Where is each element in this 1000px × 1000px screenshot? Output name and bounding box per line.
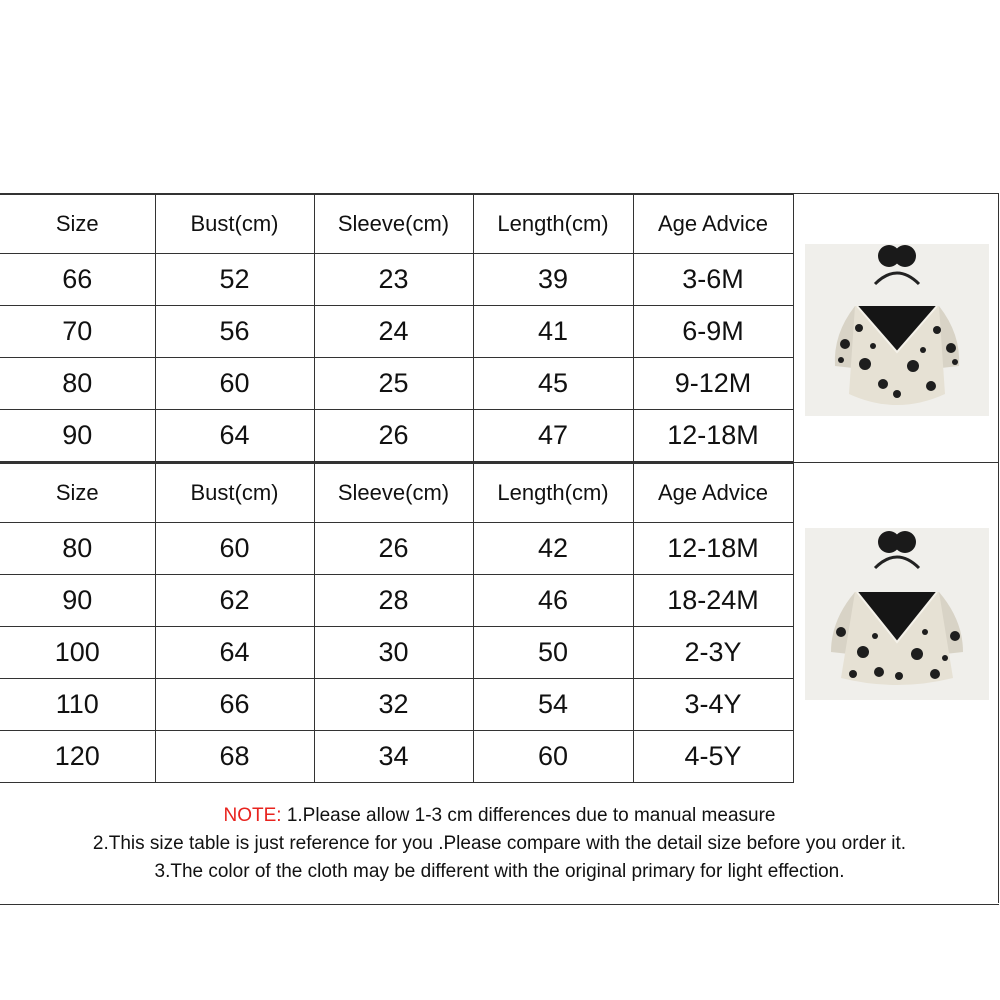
column-header: Bust(cm): [155, 464, 314, 523]
table-row: [0, 731, 793, 783]
table-cell: 12-18M: [633, 523, 793, 575]
table-cell: 23: [314, 254, 473, 306]
column-header: Size: [0, 195, 155, 254]
table-cell: 60: [155, 523, 314, 575]
note-label: NOTE:: [223, 805, 282, 826]
table-row: [0, 627, 793, 679]
table-cell: 24: [314, 306, 473, 358]
table-cell: 56: [155, 306, 314, 358]
table-cell: 50: [473, 627, 633, 679]
product-photo-romper: [805, 244, 989, 416]
note-line-1-text: 1.Please allow 1-3 cm differences due to manual measure: [281, 805, 776, 826]
table-cell: 90: [0, 410, 155, 462]
table-row: [0, 523, 793, 575]
table-cell: 26: [314, 410, 473, 462]
table-cell: 60: [155, 358, 314, 410]
column-header: Age Advice: [633, 464, 793, 523]
table-cell: 66: [155, 679, 314, 731]
table-cell: 100: [0, 627, 155, 679]
table-cell: 6-9M: [633, 306, 793, 358]
table-cell: 32: [314, 679, 473, 731]
table-cell: 120: [0, 731, 155, 783]
table-cell: 80: [0, 358, 155, 410]
table-cell: 39: [473, 254, 633, 306]
size-table-infant: [0, 194, 794, 462]
table-cell: 70: [0, 306, 155, 358]
table-cell: 47: [473, 410, 633, 462]
table-cell: 25: [314, 358, 473, 410]
table-cell: 28: [314, 575, 473, 627]
header-row: [0, 195, 793, 254]
section-divider: [0, 462, 999, 463]
table-cell: 66: [0, 254, 155, 306]
table-cell: 64: [155, 410, 314, 462]
table-cell: 41: [473, 306, 633, 358]
table-cell: 4-5Y: [633, 731, 793, 783]
table-cell: 45: [473, 358, 633, 410]
product-photo-dress: [805, 528, 989, 700]
table-cell: 68: [155, 731, 314, 783]
table-cell: 3-6M: [633, 254, 793, 306]
note-line-2: 2.This size table is just reference for you .Please compare with the detail size before you order it.: [92, 833, 907, 854]
column-header: Age Advice: [633, 195, 793, 254]
table-row: [0, 358, 793, 410]
column-header: Length(cm): [473, 195, 633, 254]
table-cell: 54: [473, 679, 633, 731]
table-cell: 2-3Y: [633, 627, 793, 679]
table-cell: 62: [155, 575, 314, 627]
table-row: [0, 679, 793, 731]
table-cell: 30: [314, 627, 473, 679]
table-cell: 64: [155, 627, 314, 679]
table-cell: 9-12M: [633, 358, 793, 410]
table-cell: 12-18M: [633, 410, 793, 462]
table-cell: 90: [0, 575, 155, 627]
table-cell: 110: [0, 679, 155, 731]
column-header: Length(cm): [473, 464, 633, 523]
table-cell: 18-24M: [633, 575, 793, 627]
table-cell: 80: [0, 523, 155, 575]
table-cell: 42: [473, 523, 633, 575]
table-row: [0, 575, 793, 627]
table-cell: 52: [155, 254, 314, 306]
column-header: Sleeve(cm): [314, 464, 473, 523]
column-header: Bust(cm): [155, 195, 314, 254]
header-row: [0, 464, 793, 523]
table-cell: 34: [314, 731, 473, 783]
table-cell: 46: [473, 575, 633, 627]
table-cell: 3-4Y: [633, 679, 793, 731]
table-row: [0, 306, 793, 358]
table-cell: 60: [473, 731, 633, 783]
table-cell: 26: [314, 523, 473, 575]
right-border: [998, 193, 999, 903]
column-header: Size: [0, 464, 155, 523]
size-table-toddler: [0, 463, 794, 783]
size-notes: [0, 802, 999, 886]
table-row: [0, 254, 793, 306]
column-header: Sleeve(cm): [314, 195, 473, 254]
note-line-3: 3.The color of the cloth may be different with the original primary for light effection.: [154, 861, 845, 882]
note-line-1: [0, 802, 999, 830]
table-row: [0, 410, 793, 462]
